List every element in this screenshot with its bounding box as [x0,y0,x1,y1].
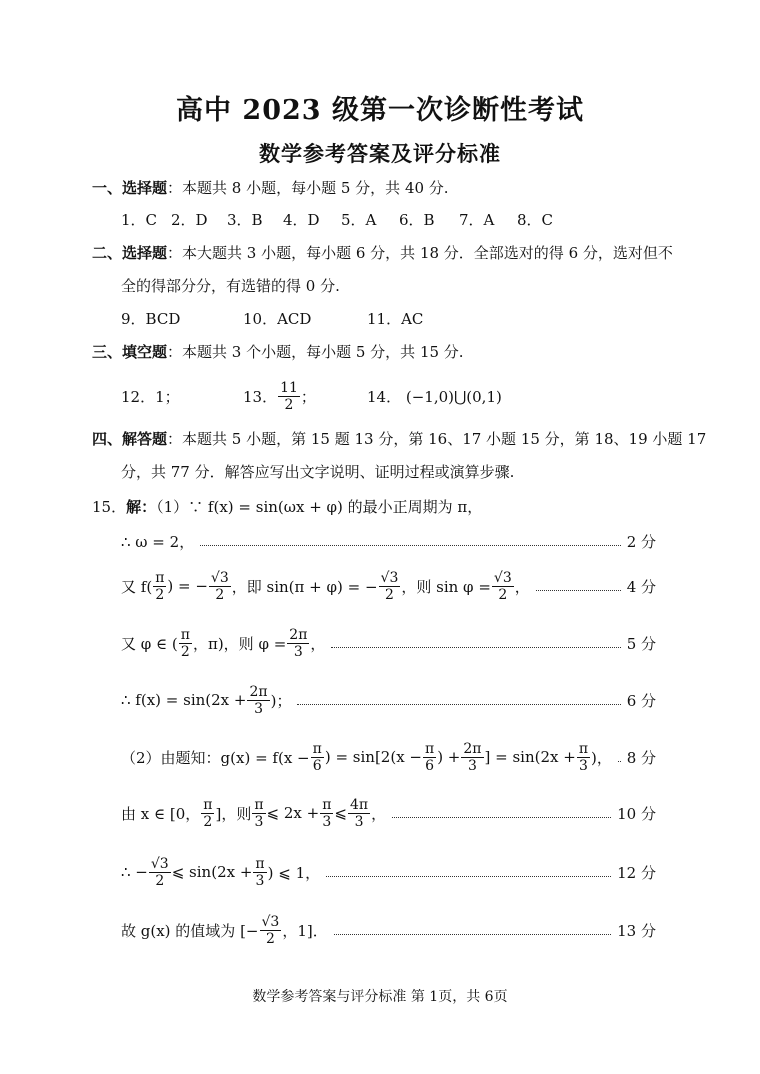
score-points: 6 分 [626,691,656,710]
fraction: $\frac{\pi}{3}$ [578,740,589,774]
fraction: $\frac{\pi}{2}$ [180,626,190,660]
answer-6: 6．B [399,211,435,229]
fraction: $\frac{\pi}{2}$ [155,569,165,603]
leader-dots [618,761,621,762]
q15-step-2: 又 f( $\frac{\pi}{2}$ ) = − $\frac{√3}{2}$ ，即 sin(π + φ) = − $\frac{√3}{2}$ ，则 sin φ = $\frac{√3}{2}$ ， 4 分 [121,569,656,603]
leader-dots [392,817,611,818]
leader-dots [334,934,611,935]
q15-step-7: ∴ − $\frac{√3}{2}$ ⩽ sin(2x + $\frac{\pi}{3}$ ) ⩽ 1， 12 分 [121,855,656,889]
fraction: $\frac{√3}{2}$ [150,855,169,889]
section1-heading: 一、选择题：本题共 8 小题，每小题 5 分，共 40 分. [92,179,449,197]
fraction: $\frac{2\pi}{3}$ [289,626,308,660]
q15-intro: 15．解：（1）∵ f(x) = sin(ωx + φ) 的最小正周期为 π， [92,498,483,516]
q15-step-4: ∴ f(x) = sin(2x + $\frac{2\pi}{3}$ )； 6 分 [121,683,656,717]
fraction: $\frac{\pi}{3}$ [322,796,332,830]
answer-9: 9．BCD [121,310,181,328]
answer-5: 5．A [341,211,377,229]
answer-7: 7．A [459,211,495,229]
q15-step-1: ∴ ω = 2， 2 分 [121,532,656,551]
answer-1: 1．C [121,211,158,229]
leader-dots [326,876,611,877]
leader-dots [536,590,621,591]
score-points: 13 分 [617,921,656,940]
answer-10: 10．ACD [243,310,312,328]
leader-dots [200,545,620,546]
fraction: $\frac{√3}{2}$ [493,569,512,603]
fraction: $\frac{√3}{2}$ [210,569,229,603]
answer-4: 4．D [283,211,320,229]
answer-11: 11．AC [367,310,424,328]
score-points: 4 分 [626,577,656,596]
fraction: $\frac{√3}{2}$ [380,569,399,603]
page-title: 高中 2023 级第一次诊断性考试 [176,95,584,126]
q15-step-5: （2）由题知：g(x) = f(x − $\frac{\pi}{6}$ ) = sin[2(x − $\frac{\pi}{6}$ ) + $\frac{2\pi}{3}$ ] = sin(2x + $\frac{\pi}{3}$ )， 8 分 [121,740,656,774]
section1-answers [121,210,553,230]
section4-heading: 四、解答题：本题共 5 小题，第 15 题 13 分，第 16、17 小题 15 分，第 18、19 小题 17 [92,430,707,448]
q15-step-3: 又 φ ∈ ( $\frac{\pi}{2}$ ，π)，则 φ = $\frac{2\pi}{3}$ ， 5 分 [121,626,656,660]
fraction: $\frac{2\pi}{3}$ [463,740,482,774]
section3-heading: 三、填空题：本题共 3 个小题，每小题 5 分，共 15 分. [92,343,464,361]
answer-12: 12．1； [121,387,180,406]
leader-dots [297,704,620,705]
score-points: 5 分 [626,634,656,653]
answer-2: 2．D [171,211,208,229]
answer-14: 14． (−1,0)⋃(0,1) [367,387,502,406]
fraction: $\frac{2\pi}{3}$ [249,683,268,717]
fraction: $\frac{4\pi}{3}$ [350,796,369,830]
answer-13: 13． $\frac{11}{2}$ ； [243,380,316,413]
page-footer: 数学参考答案与评分标准 第 1页，共 6页 [252,989,508,1005]
fraction: $\frac{\pi}{2}$ [203,796,213,830]
score-points: 12 分 [617,863,656,882]
fraction: $\frac{\pi}{3}$ [255,855,265,889]
section3-answers [121,380,502,413]
fraction: $\frac{\pi}{6}$ [424,740,435,774]
q15-step-6: 由 x ∈ [0， $\frac{\pi}{2}$ ]，则 $\frac{\pi}{3}$ ⩽ 2x + $\frac{\pi}{3}$ ⩽ $\frac{4\pi}{3}$ ， 10 分 [121,796,656,830]
section2-heading-cont: 全的得部分分，有选错的得 0 分. [121,277,340,295]
answer-8: 8．C [517,211,554,229]
leader-dots [331,647,620,648]
fraction: $\frac{\pi}{3}$ [254,796,264,830]
score-points: 10 分 [617,804,656,823]
score-points: 2 分 [626,532,656,551]
answer-3: 3．B [227,211,263,229]
section2-answers [121,309,423,329]
score-points: 8 分 [626,748,656,767]
section2-heading: 二、选择题：本大题共 3 小题，每小题 6 分，共 18 分．全部选对的得 6 分，选对但不 [92,244,673,262]
fraction: $\frac{11}{2}$ [280,380,298,413]
page-subtitle: 数学参考答案及评分标准 [259,141,501,166]
section4-heading-cont: 分，共 77 分．解答应写出文字说明、证明过程或演算步骤. [121,463,515,481]
fraction: $\frac{√3}{2}$ [261,913,280,947]
q15-step-8: 故 g(x) 的值域为 [− $\frac{√3}{2}$ ，1]． 13 分 [121,913,656,947]
fraction: $\frac{\pi}{6}$ [312,740,322,774]
